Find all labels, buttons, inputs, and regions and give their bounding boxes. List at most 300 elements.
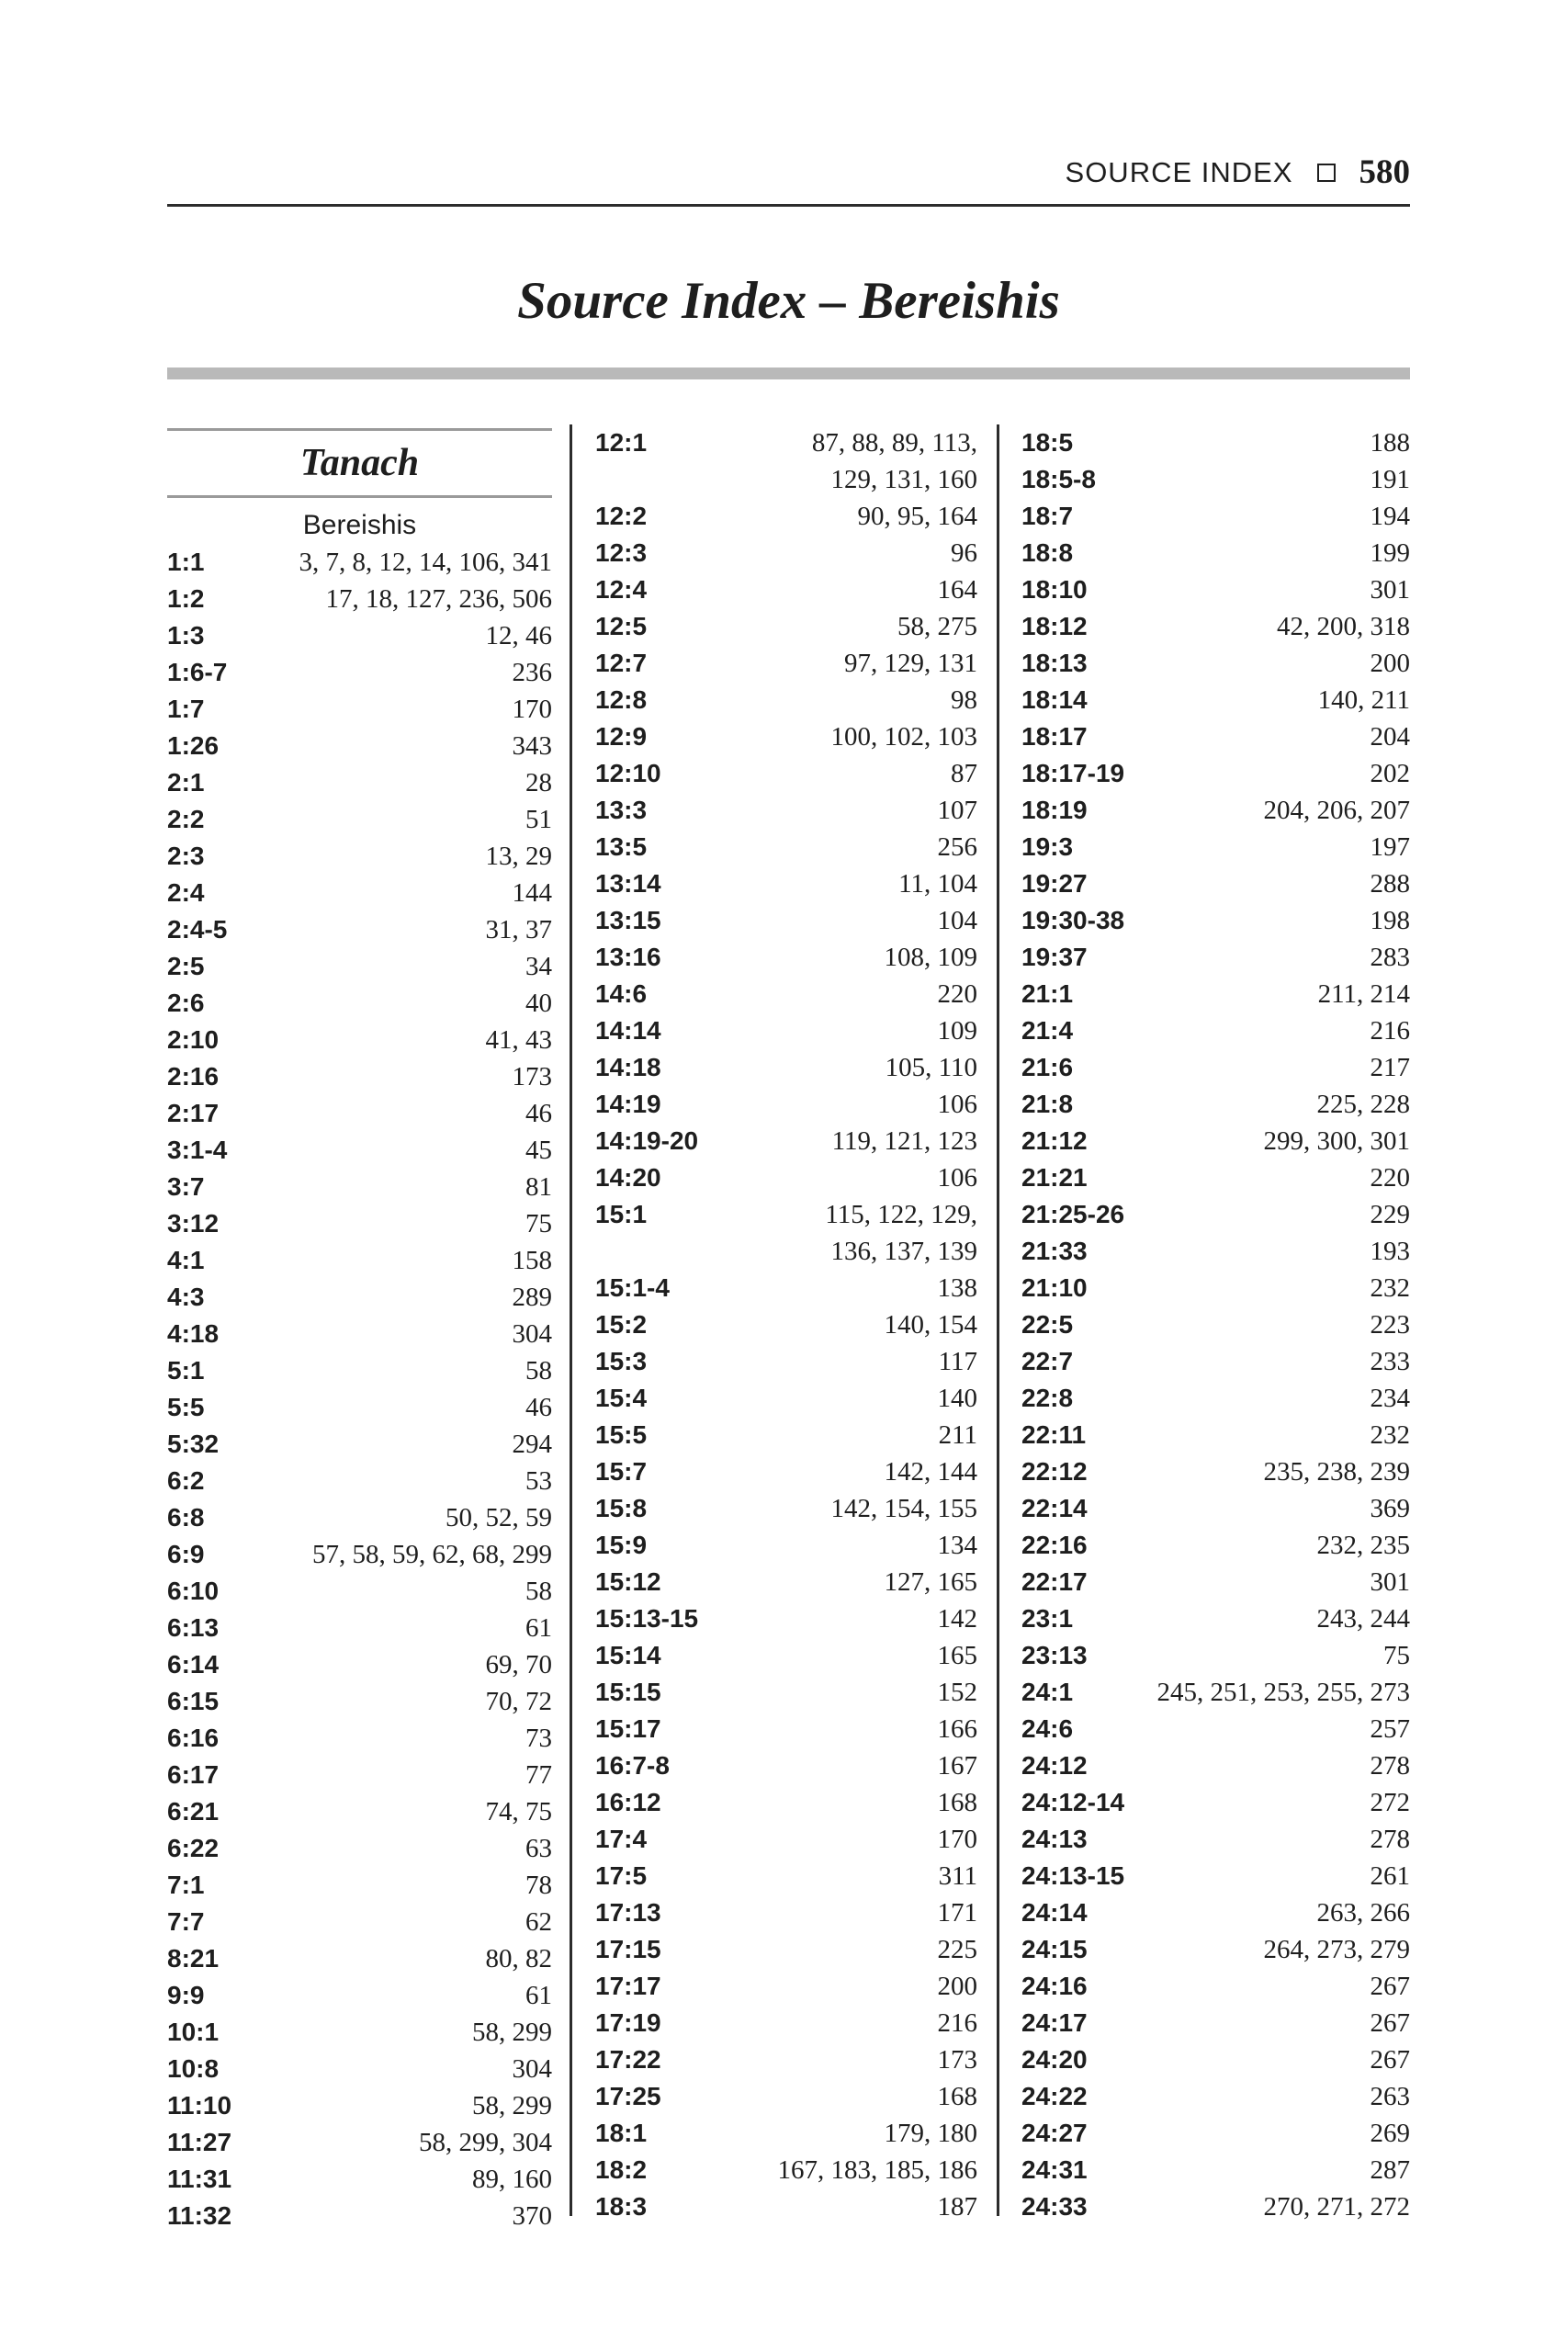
verse-reference: 12:8 (595, 685, 648, 714)
index-entry (167, 1536, 552, 1573)
page-references: 165 (937, 1641, 977, 1670)
page-references: 28 (525, 768, 552, 797)
index-entry (1021, 1012, 1410, 1049)
index-entry (167, 948, 552, 985)
index-entry (1021, 1196, 1410, 1233)
verse-reference: 2:5 (167, 952, 205, 980)
index-entry (167, 1757, 552, 1793)
verse-reference: 6:2 (167, 1466, 205, 1495)
verse-reference: 24:6 (1021, 1714, 1074, 1743)
index-entry (1021, 1968, 1410, 2005)
index-entry (595, 535, 977, 571)
verse-reference: 24:33 (1021, 2192, 1088, 2221)
page-references: 100, 102, 103 (830, 722, 977, 752)
page-references: 220 (937, 979, 977, 1009)
verse-reference: 6:22 (167, 1834, 220, 1862)
verse-reference: 18:7 (1021, 502, 1074, 530)
verse-reference: 10:8 (167, 2054, 220, 2083)
index-entry (167, 1095, 552, 1132)
index-entry (595, 1527, 977, 1564)
page-references: 46 (525, 1393, 552, 1422)
page-references: 57, 58, 59, 62, 68, 299 (312, 1540, 552, 1569)
verse-reference: 21:12 (1021, 1126, 1088, 1155)
index-entry (167, 617, 552, 654)
index-entry (595, 1380, 977, 1417)
index-entry (167, 1389, 552, 1426)
index-entry (167, 1830, 552, 1867)
index-entry (1021, 1527, 1410, 1564)
index-entry (1021, 535, 1410, 571)
verse-reference: 19:30-38 (1021, 906, 1125, 934)
page-references: 106 (937, 1090, 977, 1119)
verse-reference: 1:26 (167, 731, 220, 760)
page-references: 42, 200, 318 (1277, 612, 1410, 641)
verse-reference: 5:5 (167, 1393, 205, 1421)
index-entry (595, 2152, 977, 2188)
index-entry (1021, 1306, 1410, 1343)
verse-reference: 17:22 (595, 2045, 661, 2074)
verse-reference: 22:17 (1021, 1567, 1088, 1596)
index-entry (167, 1610, 552, 1646)
verse-reference: 11:27 (167, 2128, 232, 2156)
page-references: 164 (937, 575, 977, 605)
page-references: 187 (937, 2192, 977, 2222)
page-references: 89, 160 (472, 2165, 552, 2194)
index-entry (167, 1646, 552, 1683)
index-entry (167, 691, 552, 728)
verse-reference: 24:14 (1021, 1898, 1088, 1927)
verse-reference: 23:1 (1021, 1604, 1074, 1633)
page-references: 117 (938, 1347, 977, 1376)
index-entry (595, 2005, 977, 2041)
page-references: 299, 300, 301 (1263, 1126, 1410, 1156)
page-references: 98 (951, 685, 977, 715)
verse-reference: 12:4 (595, 575, 648, 604)
page-references: 58, 299, 304 (419, 2128, 552, 2157)
index-entry (595, 976, 977, 1012)
index-entry (167, 1940, 552, 1977)
index-entry (167, 1573, 552, 1610)
index-entry (1021, 1417, 1410, 1453)
verse-reference: 2:16 (167, 1062, 220, 1091)
index-entry (167, 1022, 552, 1058)
page-references: 289 (512, 1283, 552, 1312)
verse-reference: 24:20 (1021, 2045, 1088, 2074)
page-references: 61 (525, 1613, 552, 1643)
page-references: 58 (525, 1577, 552, 1606)
page-references: 136, 137, 139 (830, 1237, 977, 1266)
page-references: 235, 238, 239 (1263, 1457, 1410, 1487)
verse-reference: 18:14 (1021, 685, 1088, 714)
verse-reference: 21:6 (1021, 1053, 1074, 1081)
verse-reference: 6:14 (167, 1650, 220, 1679)
index-column-2 (595, 424, 977, 2225)
page-references: 87, 88, 89, 113, (811, 428, 977, 458)
verse-reference: 24:13-15 (1021, 1861, 1125, 1890)
verse-reference: 18:2 (595, 2155, 648, 2184)
verse-reference: 3:12 (167, 1209, 220, 1238)
page-references: 81 (525, 1172, 552, 1202)
index-entry (595, 1858, 977, 1894)
verse-reference: 18:5-8 (1021, 465, 1096, 493)
verse-reference: 11:10 (167, 2091, 232, 2120)
page-references: 216 (937, 2008, 977, 2038)
verse-reference: 14:20 (595, 1163, 661, 1192)
page-references: 269 (1370, 2119, 1410, 2148)
index-entry (595, 792, 977, 829)
index-entry (1021, 1270, 1410, 1306)
index-entry (167, 544, 552, 581)
verse-reference: 1:7 (167, 695, 205, 723)
verse-reference: 22:14 (1021, 1494, 1088, 1522)
page-references: 229 (1370, 1200, 1410, 1229)
page-references: 13, 29 (485, 842, 552, 871)
page-references: 75 (525, 1209, 552, 1238)
index-entry (1021, 939, 1410, 976)
index-entry (167, 2051, 552, 2087)
page-references: 51 (525, 805, 552, 834)
page-references: 69, 70 (485, 1650, 552, 1679)
verse-reference: 21:1 (1021, 979, 1074, 1008)
page-references: 193 (1370, 1237, 1410, 1266)
index-entry (595, 2115, 977, 2152)
verse-reference: 14:14 (595, 1016, 661, 1045)
verse-reference: 15:12 (595, 1567, 661, 1596)
index-entry (595, 1417, 977, 1453)
index-entry (595, 1012, 977, 1049)
verse-reference: 24:31 (1021, 2155, 1088, 2184)
page-references: 170 (937, 1825, 977, 1854)
page-references: 369 (1370, 1494, 1410, 1523)
index-entry (595, 865, 977, 902)
index-entry (595, 1159, 977, 1196)
page-references: 288 (1370, 869, 1410, 899)
index-entry (167, 654, 552, 691)
verse-reference: 24:1 (1021, 1678, 1074, 1706)
book-title: Bereishis (302, 510, 417, 540)
page-title: Source Index – Bereishis (517, 272, 1060, 330)
page-references: 106 (937, 1163, 977, 1193)
page-references: 90, 95, 164 (857, 502, 977, 531)
page-references: 129, 131, 160 (830, 465, 977, 494)
verse-reference: 18:8 (1021, 538, 1074, 567)
verse-reference: 17:25 (595, 2082, 661, 2110)
page-references: 243, 244 (1316, 1604, 1410, 1634)
index-column-3 (1021, 424, 1410, 2225)
page-references: 304 (512, 2054, 552, 2084)
page-references: 245, 251, 253, 255, 273 (1156, 1678, 1410, 1707)
page-references: 232, 235 (1316, 1531, 1410, 1560)
page-references: 311 (938, 1861, 977, 1891)
index-entry (595, 424, 977, 461)
page-references: 58, 299 (472, 2018, 552, 2047)
verse-reference: 23:13 (1021, 1641, 1088, 1669)
verse-reference: 22:11 (1021, 1420, 1087, 1449)
verse-reference: 22:5 (1021, 1310, 1074, 1339)
verse-reference: 22:8 (1021, 1384, 1074, 1412)
verse-reference: 7:7 (167, 1907, 205, 1936)
page-references: 73 (525, 1724, 552, 1753)
verse-reference: 21:8 (1021, 1090, 1074, 1118)
index-entry (595, 1086, 977, 1123)
index-entry (1021, 1747, 1410, 1784)
verse-reference: 5:32 (167, 1430, 220, 1458)
verse-reference: 2:10 (167, 1025, 220, 1054)
page-references: 234 (1370, 1384, 1410, 1413)
verse-reference: 18:17 (1021, 722, 1088, 751)
page-references: 142, 144 (884, 1457, 977, 1487)
index-entry (595, 1233, 977, 1270)
index-entry (1021, 1894, 1410, 1931)
index-entry (1021, 1674, 1410, 1711)
verse-reference: 22:7 (1021, 1347, 1074, 1375)
page-references: 198 (1370, 906, 1410, 935)
page-references: 107 (937, 796, 977, 825)
page-references: 304 (512, 1319, 552, 1349)
index-entry (595, 1821, 977, 1858)
page-references: 220 (1370, 1163, 1410, 1193)
page-references: 140 (937, 1384, 977, 1413)
verse-reference: 19:37 (1021, 943, 1088, 971)
index-entry (595, 2078, 977, 2115)
verse-reference: 24:16 (1021, 1972, 1088, 2000)
index-entry (167, 1279, 552, 1316)
verse-reference: 12:7 (595, 649, 648, 677)
verse-reference: 15:13-15 (595, 1604, 699, 1633)
index-entry (1021, 902, 1410, 939)
index-entry (167, 1352, 552, 1389)
page-references: 74, 75 (485, 1797, 552, 1826)
page-references: 108, 109 (884, 943, 977, 972)
page-references: 263, 266 (1316, 1898, 1410, 1928)
index-entry (1021, 2078, 1410, 2115)
index-entry (595, 571, 977, 608)
column-divider (997, 424, 999, 2216)
index-entry (1021, 645, 1410, 682)
index-entry (167, 875, 552, 911)
verse-reference: 4:1 (167, 1246, 205, 1274)
verse-reference: 18:17-19 (1021, 759, 1125, 787)
page-references: 272 (1370, 1788, 1410, 1817)
index-entry (167, 1426, 552, 1463)
index-entry (595, 829, 977, 865)
page-references: 264, 273, 279 (1263, 1935, 1410, 1964)
verse-reference: 19:3 (1021, 832, 1074, 861)
page-references: 200 (937, 1972, 977, 2001)
page-references: 166 (937, 1714, 977, 1744)
index-entry (167, 728, 552, 764)
index-entry (1021, 2188, 1410, 2225)
page-references: 41, 43 (485, 1025, 552, 1055)
index-entry (595, 682, 977, 718)
index-entry (1021, 718, 1410, 755)
page-references: 200 (1370, 649, 1410, 678)
verse-reference: 6:16 (167, 1724, 220, 1752)
verse-reference: 9:9 (167, 1981, 205, 2009)
index-entry (1021, 976, 1410, 1012)
verse-reference: 12:2 (595, 502, 648, 530)
page-references: 167 (937, 1751, 977, 1781)
column-divider (570, 424, 572, 2216)
page-references: 140, 154 (884, 1310, 977, 1340)
verse-reference: 13:16 (595, 943, 661, 971)
verse-reference: 12:10 (595, 759, 661, 787)
running-header (167, 153, 1410, 207)
page-references: 168 (937, 2082, 977, 2111)
page-references: 62 (525, 1907, 552, 1937)
index-entry (595, 1747, 977, 1784)
index-entry (595, 1894, 977, 1931)
index-entry (167, 1242, 552, 1279)
index-entry (595, 2041, 977, 2078)
verse-reference: 24:17 (1021, 2008, 1088, 2037)
index-entry (595, 1637, 977, 1674)
page-references: 158 (512, 1246, 552, 1275)
verse-reference: 15:5 (595, 1420, 648, 1449)
page-references: 70, 72 (485, 1687, 552, 1716)
verse-reference: 6:9 (167, 1540, 205, 1568)
index-entry (595, 1049, 977, 1086)
page-references: 58 (525, 1356, 552, 1385)
page-references: 17, 18, 127, 236, 506 (325, 584, 552, 614)
index-entry (1021, 2005, 1410, 2041)
index-entry (167, 581, 552, 617)
index-entry (1021, 1600, 1410, 1637)
verse-reference: 17:17 (595, 1972, 661, 2000)
verse-reference: 22:16 (1021, 1531, 1088, 1559)
verse-reference: 11:31 (167, 2165, 232, 2193)
index-entry (595, 1490, 977, 1527)
page-references: 97, 129, 131 (844, 649, 977, 678)
index-entry (595, 755, 977, 792)
page-references: 278 (1370, 1825, 1410, 1854)
square-icon (1317, 164, 1336, 182)
index-entry (1021, 1123, 1410, 1159)
page-references: 256 (937, 832, 977, 862)
page-references: 40 (525, 989, 552, 1018)
index-entry (1021, 755, 1410, 792)
verse-reference: 21:4 (1021, 1016, 1074, 1045)
index-entry (167, 1463, 552, 1499)
index-entry (595, 1453, 977, 1490)
verse-reference: 24:27 (1021, 2119, 1088, 2147)
page-references: 199 (1370, 538, 1410, 568)
verse-reference: 15:9 (595, 1531, 648, 1559)
index-entry (595, 1711, 977, 1747)
index-entry (1021, 1490, 1410, 1527)
index-entry (1021, 1637, 1410, 1674)
verse-reference: 18:10 (1021, 575, 1088, 604)
page-references: 61 (525, 1981, 552, 2010)
index-entry (167, 1316, 552, 1352)
page-references: 204 (1370, 722, 1410, 752)
verse-reference: 15:8 (595, 1494, 648, 1522)
index-entry (1021, 2152, 1410, 2188)
page-references: 173 (937, 2045, 977, 2075)
index-entry (595, 461, 977, 498)
verse-reference: 13:3 (595, 796, 648, 824)
page-references: 11, 104 (898, 869, 977, 899)
index-entry (1021, 865, 1410, 902)
page-references: 152 (937, 1678, 977, 1707)
page-references: 75 (1383, 1641, 1410, 1670)
verse-reference: 15:7 (595, 1457, 648, 1486)
page-references: 96 (951, 538, 977, 568)
index-entry (167, 1904, 552, 1940)
page-references: 119, 121, 123 (831, 1126, 977, 1156)
verse-reference: 1:2 (167, 584, 205, 613)
page-references: 263 (1370, 2082, 1410, 2111)
verse-reference: 13:15 (595, 906, 661, 934)
index-entry (1021, 608, 1410, 645)
page-references: 179, 180 (884, 2119, 977, 2148)
page-references: 3, 7, 8, 12, 14, 106, 341 (299, 548, 552, 577)
page-references: 78 (525, 1871, 552, 1900)
index-entry (167, 2124, 552, 2161)
index-entry (167, 1720, 552, 1757)
index-entry (1021, 792, 1410, 829)
verse-reference: 15:3 (595, 1347, 648, 1375)
page-references: 144 (512, 878, 552, 908)
verse-reference: 14:19 (595, 1090, 661, 1118)
page-references: 267 (1370, 1972, 1410, 2001)
verse-reference: 21:33 (1021, 1237, 1088, 1265)
verse-reference: 12:9 (595, 722, 648, 751)
verse-reference: 4:3 (167, 1283, 205, 1311)
verse-reference: 6:17 (167, 1760, 220, 1789)
verse-reference: 14:6 (595, 979, 648, 1008)
page-references: 115, 122, 129, (825, 1200, 977, 1229)
index-entry (595, 608, 977, 645)
index-entry (167, 1132, 552, 1169)
verse-reference: 2:4-5 (167, 915, 228, 944)
index-entry (595, 1564, 977, 1600)
verse-reference: 24:12-14 (1021, 1788, 1125, 1816)
index-entry (1021, 1343, 1410, 1380)
verse-reference: 24:22 (1021, 2082, 1088, 2110)
verse-reference: 15:17 (595, 1714, 661, 1743)
verse-reference: 15:2 (595, 1310, 648, 1339)
page-references: 301 (1370, 575, 1410, 605)
page-references: 34 (525, 952, 552, 981)
index-entry (1021, 2115, 1410, 2152)
page-references: 170 (512, 695, 552, 724)
index-entry (595, 902, 977, 939)
page-references: 294 (512, 1430, 552, 1459)
page-references: 46 (525, 1099, 552, 1128)
verse-reference: 15:4 (595, 1384, 648, 1412)
index-entry (167, 1205, 552, 1242)
page-references: 216 (1370, 1016, 1410, 1046)
verse-reference: 24:13 (1021, 1825, 1088, 1853)
verse-reference: 3:7 (167, 1172, 205, 1201)
page-references: 58, 299 (472, 2091, 552, 2120)
index-entry (167, 2198, 552, 2234)
index-entry (167, 1867, 552, 1904)
page-references: 267 (1370, 2045, 1410, 2075)
page-references: 204, 206, 207 (1263, 796, 1410, 825)
verse-reference: 2:3 (167, 842, 205, 870)
verse-reference: 6:8 (167, 1503, 205, 1532)
verse-reference: 2:6 (167, 989, 205, 1017)
verse-reference: 13:14 (595, 869, 661, 898)
index-entry (167, 985, 552, 1022)
page-references: 142 (937, 1604, 977, 1634)
verse-reference: 16:7-8 (595, 1751, 670, 1780)
page-references: 58, 275 (897, 612, 977, 641)
index-entry (167, 2087, 552, 2124)
page-number: 580 (1359, 153, 1410, 191)
